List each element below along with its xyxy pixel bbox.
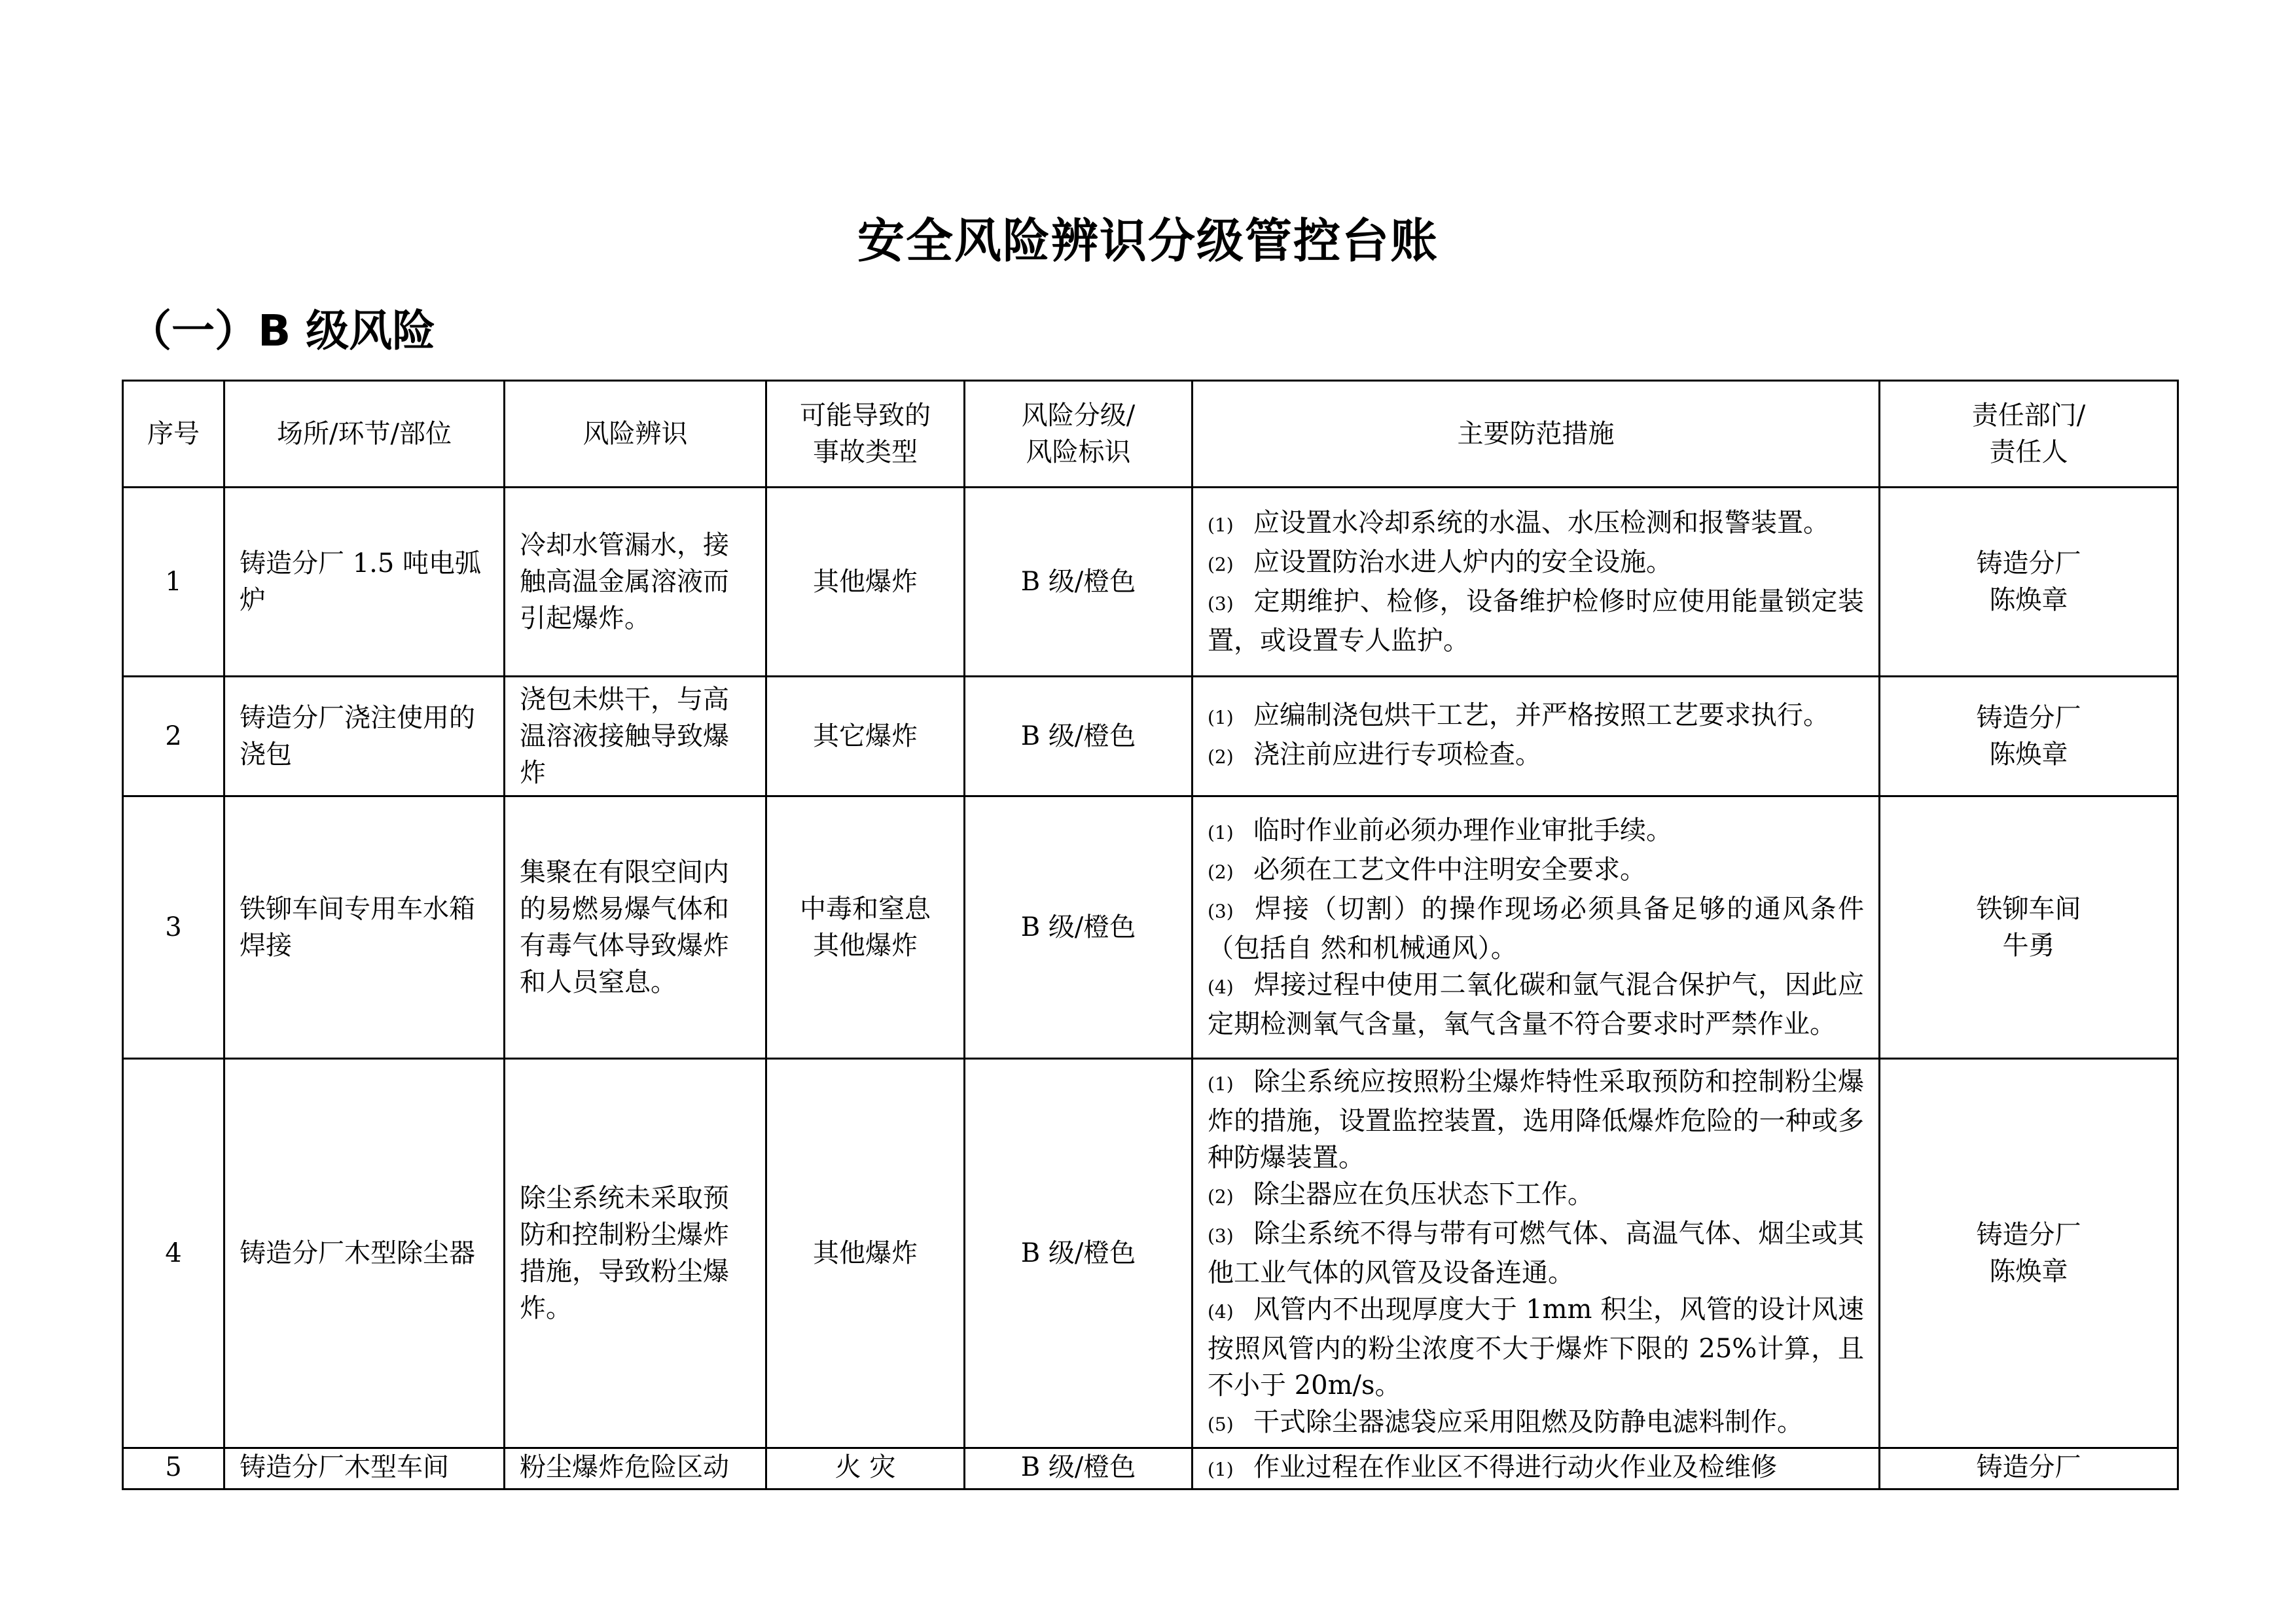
cell-owner <box>1880 1059 2178 1448</box>
measure-text: 除尘系统不得与带有可燃气体、高温气体、烟尘或其他工业气体的风管及设备连通。 <box>1208 1219 1864 1288</box>
measure-text: 应设置防治水进人炉内的安全设施。 <box>1253 547 1672 577</box>
measure-item <box>1208 697 1864 736</box>
header-owner-line2: 责任人 <box>1989 437 2068 467</box>
measure-number: (4) <box>1208 1301 1234 1323</box>
cell-measures <box>1193 1448 1880 1489</box>
measure-text: 必须在工艺文件中注明安全要求。 <box>1253 855 1646 885</box>
header-accident-line1: 可能导致的 <box>800 401 931 431</box>
cell-risk-level: B 级/橙色 <box>965 488 1193 677</box>
cell-measures <box>1193 488 1880 677</box>
header-location: 场所/环节/部位 <box>224 381 505 488</box>
cell-location: 铁铆车间专用车水箱焊接 <box>224 796 505 1059</box>
cell-accident-type <box>766 796 965 1059</box>
cell-seq: 2 <box>123 677 224 796</box>
measure-text: 焊接过程中使用二氧化碳和氩气混合保护气，因此应定期检测氧气含量，氧气含量不符合要求时严禁作业。 <box>1208 970 1864 1039</box>
header-risk-level <box>965 381 1193 488</box>
cell-measures <box>1193 1059 1880 1448</box>
cell-measures <box>1193 796 1880 1059</box>
owner-person: 陈焕章 <box>1989 585 2068 615</box>
owner-dept: 铸造分厂 <box>1976 703 2081 733</box>
header-seq: 序号 <box>123 381 224 488</box>
cell-location: 铸造分厂浇注使用的浇包 <box>224 677 505 796</box>
cell-accident-type: 其它爆炸 <box>766 677 965 796</box>
measure-item <box>1208 851 1864 891</box>
cell-seq: 4 <box>123 1059 224 1448</box>
table-header-row <box>123 381 2178 488</box>
measure-number: (1) <box>1208 1459 1234 1480</box>
measure-text: 干式除尘器滤袋应采用阻燃及防静电滤料制作。 <box>1253 1407 1803 1437</box>
table-row <box>123 1448 2178 1489</box>
header-owner <box>1880 381 2178 488</box>
cell-location: 铸造分厂 1.5 吨电弧炉 <box>224 488 505 677</box>
owner-dept: 铁铆车间 <box>1976 894 2081 924</box>
cell-seq: 3 <box>123 796 224 1059</box>
measure-item <box>1208 967 1864 1043</box>
cell-risk-level: B 级/橙色 <box>965 1059 1193 1448</box>
measure-item <box>1208 736 1864 776</box>
measure-text: 风管内不出现厚度大于 1mm 积尘，风管的设计风速按照风管内的粉尘浓度不大于爆炸下限的 25%计算，且不小于 20m/s。 <box>1208 1294 1864 1400</box>
measure-number: (3) <box>1208 593 1234 615</box>
measure-text: 应设置水冷却系统的水温、水压检测和报警装置。 <box>1253 508 1829 538</box>
measure-item <box>1208 505 1864 544</box>
cell-owner <box>1880 488 2178 677</box>
measure-text: 定期维护、检修，设备维护检修时应使用能量锁定装置，或设置专人监护。 <box>1208 586 1864 656</box>
accident-type-line1: 中毒和窒息 <box>800 894 931 924</box>
cell-risk-level: B 级/橙色 <box>965 1448 1193 1489</box>
measure-number: (1) <box>1208 707 1234 728</box>
cell-risk: 除尘系统未采取预防和控制粉尘爆炸措施，导致粉尘爆炸。 <box>505 1059 766 1448</box>
measure-number: (3) <box>1208 1225 1234 1247</box>
header-owner-line1: 责任部门/ <box>1971 401 2086 431</box>
measure-text: 临时作业前必须办理作业审批手续。 <box>1253 815 1672 846</box>
measure-item <box>1208 1449 1864 1488</box>
owner-person: 牛勇 <box>2002 931 2055 961</box>
owner-dept: 铸造分厂 <box>1976 548 2081 579</box>
cell-risk-level: B 级/橙色 <box>965 796 1193 1059</box>
cell-risk-level: B 级/橙色 <box>965 677 1193 796</box>
document-title: 安全风险辨识分级管控台账 <box>857 213 1439 268</box>
header-accident-type <box>766 381 965 488</box>
measure-number: (4) <box>1208 976 1234 998</box>
cell-location: 铸造分厂木型车间 <box>224 1448 505 1489</box>
measure-item <box>1208 1176 1864 1215</box>
cell-accident-type: 其他爆炸 <box>766 1059 965 1448</box>
risk-ledger-table <box>122 380 2179 1490</box>
owner-dept: 铸造分厂 <box>1976 1452 2081 1482</box>
cell-risk: 冷却水管漏水，接触高温金属溶液而引起爆炸。 <box>505 488 766 677</box>
measure-item <box>1208 583 1864 659</box>
header-level-line2: 风险标识 <box>1026 437 1131 467</box>
measure-number: (2) <box>1208 861 1234 883</box>
measure-number: (2) <box>1208 746 1234 768</box>
header-level-line1: 风险分级/ <box>1021 401 1136 431</box>
measure-text: 浇注前应进行专项检查。 <box>1253 740 1541 770</box>
section-heading: （一）B 级风险 <box>128 306 436 356</box>
cell-accident-type: 火 灾 <box>766 1448 965 1489</box>
cell-risk: 浇包未烘干，与高温溶液接触导致爆炸 <box>505 677 766 796</box>
cell-owner <box>1880 677 2178 796</box>
header-risk: 风险辨识 <box>505 381 766 488</box>
measure-item <box>1208 1063 1864 1176</box>
table-row <box>123 488 2178 677</box>
cell-location: 铸造分厂木型除尘器 <box>224 1059 505 1448</box>
measure-item <box>1208 1291 1864 1404</box>
owner-person: 陈焕章 <box>1989 1257 2068 1287</box>
measure-number: (1) <box>1208 514 1234 536</box>
cell-owner <box>1880 796 2178 1059</box>
table-row <box>123 1059 2178 1448</box>
cell-seq: 1 <box>123 488 224 677</box>
measure-number: (1) <box>1208 822 1234 844</box>
measure-text: 作业过程在作业区不得进行动火作业及检维修 <box>1253 1452 1777 1482</box>
measure-item <box>1208 544 1864 583</box>
measure-item <box>1208 1404 1864 1443</box>
measure-text: 应编制浇包烘干工艺，并严格按照工艺要求执行。 <box>1253 700 1829 730</box>
measure-number: (2) <box>1208 1186 1234 1207</box>
measure-text: 除尘系统应按照粉尘爆炸特性采取预防和控制粉尘爆炸的措施，设置监控装置，选用降低爆炸危险的一种或多种防爆装置。 <box>1208 1067 1864 1173</box>
measure-number: (1) <box>1208 1073 1234 1095</box>
table-row <box>123 677 2178 796</box>
cell-owner <box>1880 1448 2178 1489</box>
cell-accident-type: 其他爆炸 <box>766 488 965 677</box>
measure-item <box>1208 812 1864 851</box>
table-row <box>123 796 2178 1059</box>
header-measures: 主要防范措施 <box>1193 381 1880 488</box>
measure-item <box>1208 1215 1864 1291</box>
accident-type-line2: 其他爆炸 <box>813 931 918 961</box>
cell-risk: 集聚在有限空间内的易燃易爆气体和有毒气体导致爆炸和人员窒息。 <box>505 796 766 1059</box>
owner-person: 陈焕章 <box>1989 740 2068 770</box>
cell-seq: 5 <box>123 1448 224 1489</box>
measure-text: 焊接（切割）的操作现场必须具备足够的通风条件（包括自 然和机械通风）。 <box>1208 894 1864 963</box>
measure-number: (2) <box>1208 554 1234 575</box>
header-accident-line2: 事故类型 <box>813 437 918 467</box>
measure-number: (5) <box>1208 1414 1234 1435</box>
measure-item <box>1208 891 1864 967</box>
cell-measures <box>1193 677 1880 796</box>
measure-number: (3) <box>1208 901 1234 922</box>
measure-text: 除尘器应在负压状态下工作。 <box>1253 1179 1594 1209</box>
owner-dept: 铸造分厂 <box>1976 1220 2081 1250</box>
cell-risk: 粉尘爆炸危险区动 <box>505 1448 766 1489</box>
